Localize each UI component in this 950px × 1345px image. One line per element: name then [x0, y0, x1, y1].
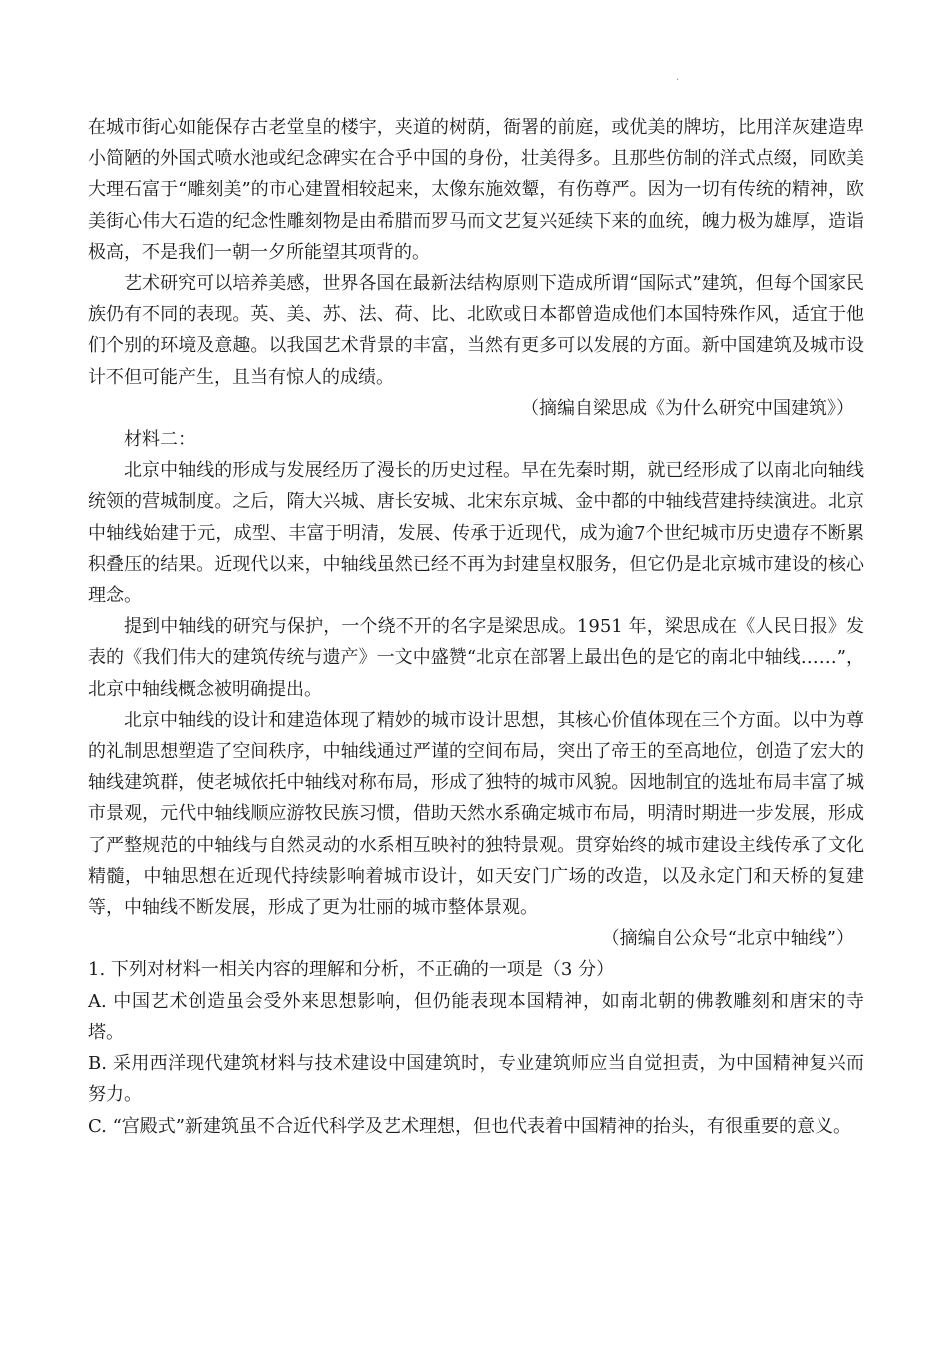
- option-b: B. 采用西洋现代建筑材料与技术建设中国建筑时，专业建筑师应当自觉担责，为中国精神复兴而努力。: [88, 1053, 864, 1106]
- material1-source: （摘编自梁思成《为什么研究中国建筑》）: [521, 397, 854, 419]
- material2-paragraph: 北京中轴线的形成与发展经历了漫长的历史过程。早在先秦时期，就已经形成了以南北向轴线统领的营城制度。之后，隋大兴城、唐长安城、北宋东京城、金中都的中轴线营建持续演进。北京中轴线始建于元，成型、丰富于明清，发展、传承于近现代，成为逾7个世纪城市历史遗存不断累积叠压的结果。近现代以来，中轴线虽然已经不再为封建皇权服务，但它仍是北京城市建设的核心理念。: [88, 460, 864, 607]
- option-a: A. 中国艺术创造虽会受外来思想影响，但仍能表现本国精神，如南北朝的佛教雕刻和唐宋的寺塔。: [88, 990, 864, 1043]
- material1-paragraph: 艺术研究可以培养美感，世界各国在最新法结构原则下造成所谓“国际式”建筑，但每个国家民族仍有不同的表现。英、美、苏、法、荷、比、北欧或日本都曾造成他们本国特殊作风，适宜于他们个别的环境及意趣。以我国艺术背景的丰富，当然有更多可以发展的方面。新中国建筑及城市设计不但可能产生，且当有惊人的成绩。: [88, 273, 864, 388]
- material2-source: （摘编自公众号“北京中轴线”）: [601, 928, 854, 950]
- question-stem: 1. 下列对材料一相关内容的理解和分析，不正确的一项是（3 分）: [88, 959, 615, 981]
- material2-label: 材料二：: [124, 429, 196, 451]
- material1-paragraph: 在城市街心如能保存古老堂皇的楼宇，夹道的树荫，衙署的前庭，或优美的牌坊，比用洋灰建造卑小简陋的外国式喷水池或纪念碑实在合乎中国的身份，壮美得多。且那些仿制的洋式点缀，同欧美大理石富于“雕刻美”的市心建置相较起来，太像东施效颦，有伤尊严。因为一切有传统的精神，欧美街心伟大石造的纪念性雕刻物是由希腊而罗马而文艺复兴延续下来的血统，魄力极为雄厚，造诣极高，不是我们一朝一夕所能望其项背的。: [88, 117, 864, 263]
- material2-paragraph: 北京中轴线的设计和建造体现了精妙的城市设计思想，其核心价值体现在三个方面。以中为尊的礼制思想塑造了空间秩序，中轴线通过严谨的空间布局，突出了帝王的至高地位，创造了宏大的轴线建筑群，使老城依托中轴线对称布局，形成了独特的城市风貌。因地制宜的选址布局丰富了城市景观，元代中轴线顺应游牧民族习惯，借助天然水系确定城市布局，明清时期进一步发展，形成了严整规范的中轴线与自然灵动的水系相互映衬的独特景观。贯穿始终的城市建设主线传承了文化精髓，中轴思想在近现代持续影响着城市设计，如天安门广场的改造，以及永定门和天桥的复建等，中轴线不断发展，形成了更为壮丽的城市整体景观。: [88, 709, 864, 919]
- material2-paragraph: 提到中轴线的研究与保护，一个绕不开的名字是梁思成。1951 年，梁思成在《人民日报》发表的《我们伟大的建筑传统与遗产》一文中盛赞“北京在部署上最出色的是它的南北中轴线……”，北京中轴线概念被明确提出。: [88, 616, 864, 700]
- document-page: [88, 112, 864, 1142]
- page-top-mark: .: [676, 72, 680, 83]
- question-one: [88, 954, 864, 1141]
- material-one: [88, 112, 864, 424]
- option-c: C. “宫殿式”新建筑虽不合近代科学及艺术理想，但也代表着中国精神的抬头，有很重要的意义。: [88, 1115, 851, 1137]
- material-two: [88, 424, 864, 954]
